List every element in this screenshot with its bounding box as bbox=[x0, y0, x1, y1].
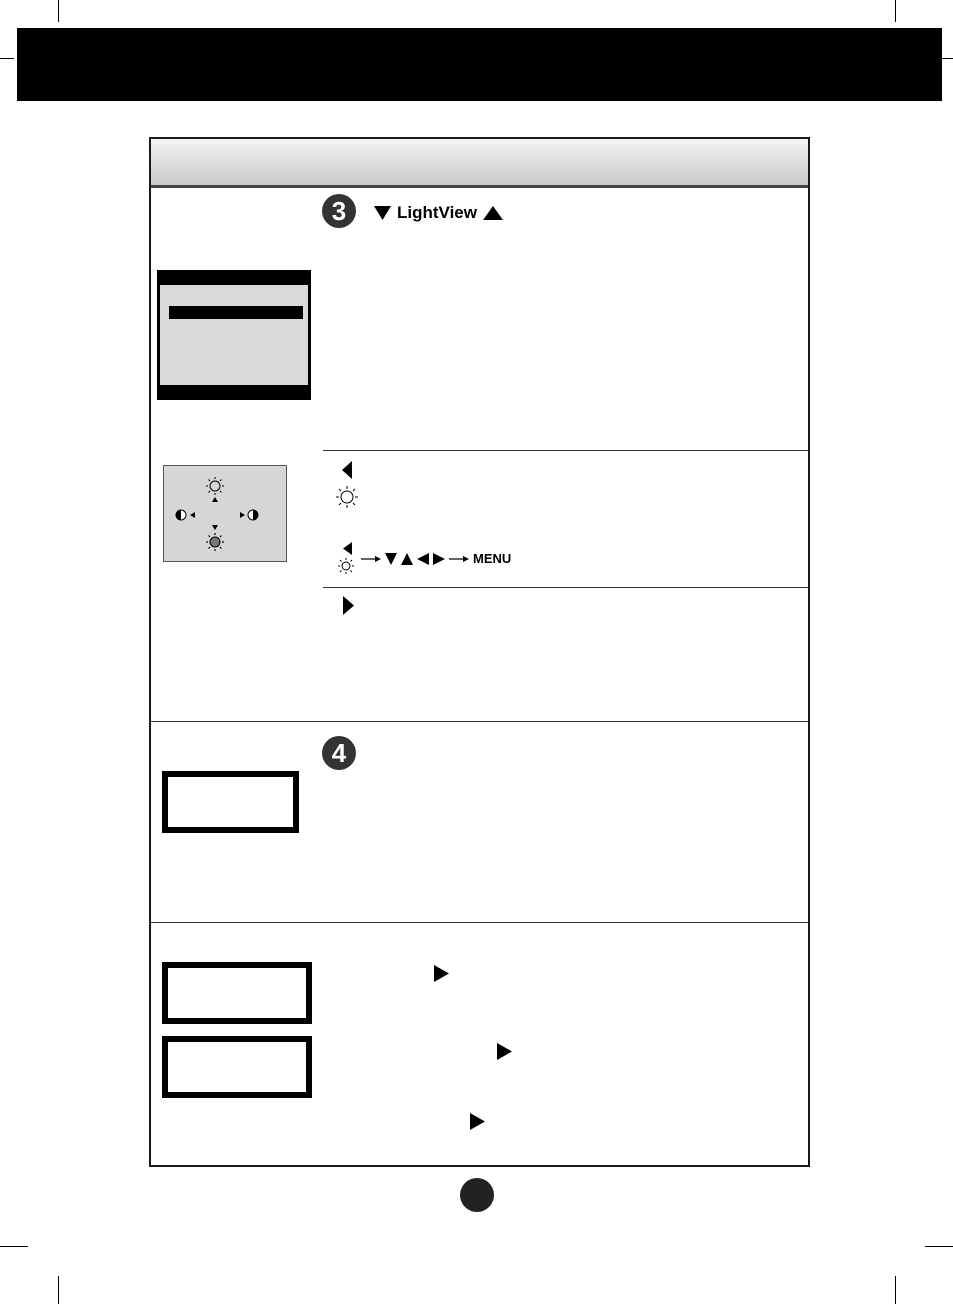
message-box-illustration bbox=[162, 1036, 312, 1098]
crop-mark bbox=[58, 1276, 59, 1304]
osd-selected-bar bbox=[169, 306, 303, 319]
sun-icon bbox=[206, 533, 224, 551]
triangle-down-icon bbox=[212, 525, 218, 530]
crop-mark bbox=[0, 1246, 28, 1247]
triangle-down-icon bbox=[385, 553, 397, 565]
table-header-bar bbox=[151, 139, 808, 188]
crop-mark bbox=[0, 58, 14, 59]
message-box-illustration bbox=[162, 771, 299, 833]
page-number-badge bbox=[460, 1178, 494, 1212]
triangle-left-icon bbox=[190, 512, 195, 518]
contrast-icon bbox=[176, 510, 186, 520]
step-number-badge bbox=[322, 736, 356, 770]
triangle-right-icon bbox=[434, 965, 449, 982]
crop-mark bbox=[895, 0, 896, 22]
osd-menu-body bbox=[160, 285, 308, 385]
triangle-right-icon bbox=[497, 1043, 512, 1060]
triangle-up-icon bbox=[483, 206, 503, 220]
triangle-up-icon bbox=[212, 497, 218, 502]
page-banner bbox=[17, 28, 942, 101]
triangle-left-icon bbox=[343, 542, 352, 555]
triangle-right-icon bbox=[470, 1113, 485, 1130]
section-divider bbox=[151, 721, 808, 722]
triangle-left-icon bbox=[417, 553, 429, 565]
triangle-right-icon bbox=[433, 553, 445, 565]
crop-mark bbox=[925, 1246, 953, 1247]
step-number: 4 bbox=[331, 738, 347, 768]
sun-icon bbox=[206, 477, 224, 495]
heading-row bbox=[374, 202, 503, 224]
triangle-right-icon bbox=[240, 512, 245, 518]
subsection-divider bbox=[323, 450, 808, 451]
arrow-right-icon bbox=[361, 555, 381, 563]
keypad-diagram bbox=[164, 466, 286, 561]
section-divider bbox=[151, 922, 808, 923]
sun-icon bbox=[336, 486, 358, 508]
arrow-right-icon bbox=[449, 555, 469, 563]
triangle-right-icon bbox=[343, 596, 354, 615]
contrast-icon bbox=[248, 510, 258, 520]
message-box-illustration bbox=[162, 962, 312, 1024]
menu-key-label: MENU bbox=[473, 551, 512, 566]
step-number: 3 bbox=[331, 196, 347, 226]
triangle-left-icon bbox=[342, 461, 352, 479]
sun-icon bbox=[338, 558, 354, 574]
lightview-label: LightView bbox=[397, 203, 477, 222]
step-number-badge bbox=[322, 194, 356, 228]
control-keypad-illustration bbox=[163, 465, 287, 562]
key-sequence bbox=[361, 550, 511, 568]
triangle-up-icon bbox=[401, 553, 413, 565]
crop-mark bbox=[895, 1276, 896, 1304]
triangle-down-icon bbox=[374, 206, 391, 220]
subsection-divider bbox=[323, 587, 808, 588]
crop-mark bbox=[58, 0, 59, 22]
